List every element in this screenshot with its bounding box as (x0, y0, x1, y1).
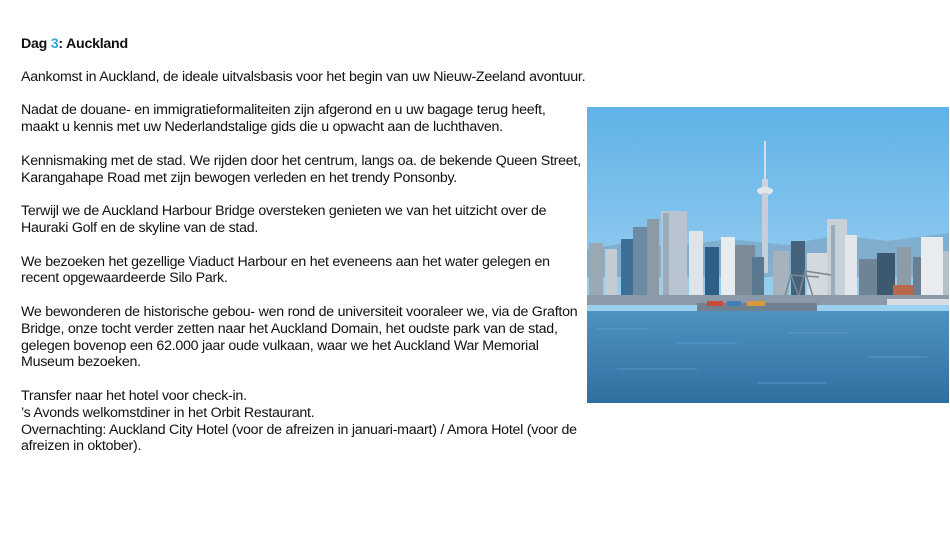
dinner-line: ’s Avonds welkomstdiner in het Orbit Restaurant. (21, 404, 315, 421)
paragraph-city-tour: Kennismaking met de stad. We rijden door het centrum, langs oa. de bekende Queen Street, Karangahape Road met zijn bewogen verleden en het trendy Ponsonby. (21, 152, 581, 186)
auckland-skyline-photo (587, 107, 949, 403)
itinerary-text (21, 36, 586, 455)
paragraph-harbour-bridge: Terwijl we de Auckland Harbour Bridge oversteken genieten we van het uitzicht over de Hauraki Golf en de skyline van de stad. (21, 203, 547, 236)
paragraph-hotel (21, 388, 586, 455)
paragraph-university: We bewonderen de historische gebou- wen rond de universiteit vooraleer we, via de Grafton Bridge, onze tocht verder zetten naar het Auckland Domain, het oudste park van de stad, gelegen bovenop een 62.000 jaar oude vulkaan, waar we het Auckland War Memorial Museum bezoeken. (21, 303, 578, 371)
accommodation-line: Overnachting: Auckland City Hotel (voor de afreizen in januari-maart) / Amora Hotel (voor de afreizen in oktober). (21, 421, 577, 455)
day-heading (21, 36, 586, 53)
paragraph-customs: Nadat de douane- en immigratieformaliteiten zijn afgerond en u uw bagage terug heeft, maakt u kennis met uw Nederlandstalige gids die u opwacht aan de luchthaven. (21, 102, 546, 136)
transfer-line: Transfer naar het hotel voor check-in. (21, 387, 247, 404)
day-number: 3 (50, 36, 59, 52)
day-heading-suffix: : Auckland (58, 36, 128, 52)
day-heading-prefix: Dag (21, 36, 51, 52)
paragraph-arrival: Aankomst in Auckland, de ideale uitvalsbasis voor het begin van uw Nieuw-Zeeland avontuur. (21, 68, 586, 85)
paragraph-viaduct-harbour: We bezoeken het gezellige Viaduct Harbour en het eveneens aan het water gelegen en recent opgewaardeerde Silo Park. (21, 253, 550, 287)
